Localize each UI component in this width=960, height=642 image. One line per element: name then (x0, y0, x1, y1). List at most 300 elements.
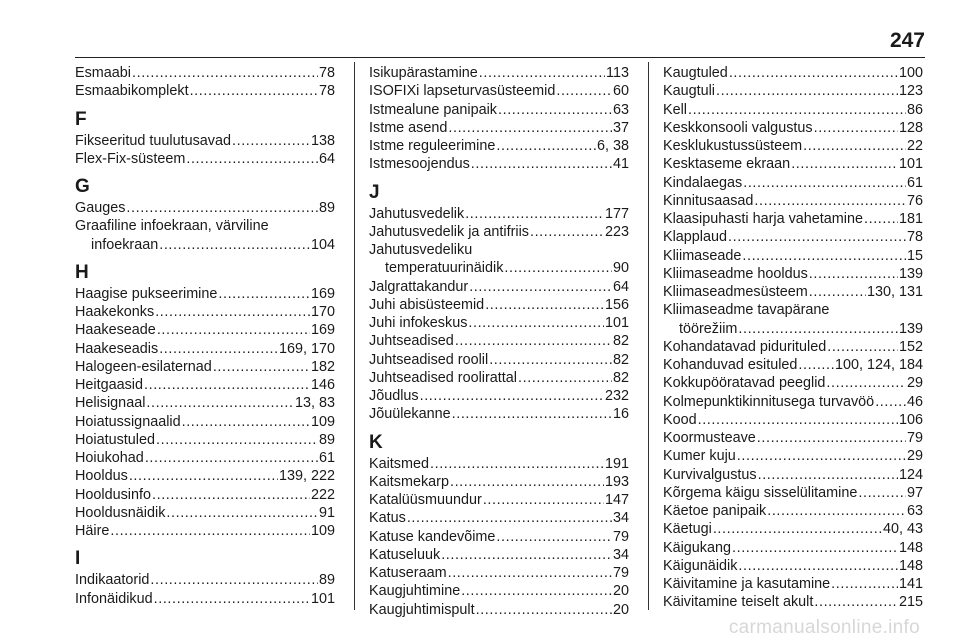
index-entry (369, 528, 629, 546)
index-term: Klapplaud (663, 229, 728, 246)
index-entry (663, 155, 923, 173)
index-term: Graafiline infoekraan, värviline (75, 218, 269, 235)
index-page-ref: 16 (612, 406, 629, 423)
dot-leader (489, 351, 612, 369)
index-letter-heading: I (75, 548, 81, 570)
index-term: Kaugtuled (663, 65, 728, 81)
index-term: töörežiim (679, 320, 738, 337)
index-page-ref: 182 (310, 358, 335, 375)
index-entry (75, 64, 335, 82)
index-term: Juhtseadised roolirattal (369, 369, 517, 386)
index-entry (369, 64, 629, 82)
index-term: Kliimaseadme tavapärane (663, 302, 830, 319)
index-page-ref: 169, 170 (278, 340, 335, 357)
index-term: Kood (663, 411, 697, 428)
index-entry (75, 394, 335, 412)
index-term: Katalüüsmuundur (369, 492, 482, 508)
index-column-1 (75, 64, 335, 608)
dot-leader (556, 82, 612, 100)
index-entry (369, 82, 629, 100)
index-page-ref: 97 (906, 484, 923, 501)
index-term: Hoiatustuled (75, 431, 155, 448)
index-entry (663, 301, 923, 319)
index-entry (369, 491, 629, 509)
index-term: Kohanduvad esituled (663, 357, 798, 373)
index-page-ref: 20 (612, 601, 629, 618)
index-term: Halogeen-esilaternad (75, 358, 212, 375)
dot-leader (728, 228, 906, 246)
index-term: Katuseluuk (369, 546, 441, 563)
index-page-ref: 46 (906, 393, 923, 410)
index-page-ref: 124 (898, 466, 923, 483)
index-page-ref: 123 (898, 83, 923, 100)
index-page-ref: 104 (310, 236, 335, 253)
index-page-ref: 130, 131 (866, 284, 923, 300)
index-letter-heading: F (75, 108, 87, 130)
index-term: Juhtseadised roolil (369, 351, 489, 368)
watermark: carmanualsonline.info (728, 617, 920, 638)
index-term: Hooldusinfo (75, 486, 152, 503)
index-entry (75, 449, 335, 467)
dot-leader (732, 539, 898, 557)
index-page-ref: 169 (310, 285, 335, 302)
index-term: Käetugi (663, 521, 712, 538)
dot-leader (232, 132, 310, 150)
index-term: Indikaatorid (75, 572, 150, 589)
index-entry (663, 466, 923, 484)
dot-leader (803, 137, 906, 155)
dot-leader (757, 429, 906, 447)
dot-leader (448, 119, 612, 137)
index-term: Kell (663, 101, 687, 118)
index-page-ref: 101 (604, 315, 629, 331)
index-entry (75, 82, 335, 100)
index-page-ref: 232 (604, 388, 629, 404)
index-entry (75, 571, 335, 589)
dot-leader (827, 338, 898, 356)
dot-leader (798, 356, 834, 374)
index-page-ref: 34 (612, 510, 629, 527)
index-entry (663, 210, 923, 228)
index-term: Jahutusvedelik ja antifriis (369, 223, 529, 240)
index-page-ref: 22 (906, 138, 923, 154)
dot-leader (791, 155, 898, 173)
index-entry (369, 296, 629, 314)
index-entry (369, 369, 629, 387)
index-page-ref: 82 (612, 351, 629, 368)
index-entry (75, 303, 335, 321)
dot-leader (471, 155, 612, 173)
index-page-ref: 139 (898, 265, 923, 282)
index-term: Istmesoojendus (369, 156, 470, 173)
index-entry (75, 236, 335, 254)
index-term: Kõrgema käigu sisselülitamine (663, 484, 858, 501)
index-page-ref: 100 (898, 65, 923, 81)
index-entry (663, 247, 923, 265)
index-entry (663, 338, 923, 356)
dot-leader (831, 575, 898, 593)
index-term: Katuseraam (369, 565, 447, 581)
dot-leader (156, 431, 318, 449)
dot-leader (716, 82, 898, 100)
index-letter-heading: G (75, 176, 90, 197)
index-entry (75, 132, 335, 150)
index-term: Kesktaseme ekraan (663, 156, 791, 173)
column-divider (354, 62, 355, 610)
index-page-ref: 191 (604, 455, 629, 472)
dot-leader (157, 321, 310, 339)
dot-leader (144, 376, 310, 394)
index-entry (663, 575, 923, 593)
index-term: Haakeseade (75, 322, 156, 339)
index-entry (75, 150, 335, 168)
index-entry (75, 340, 335, 358)
index-term: Katus (369, 510, 406, 527)
dot-leader (496, 137, 596, 155)
index-term: Kaitsmekarp (369, 473, 449, 490)
index-entry (75, 486, 335, 504)
index-term: Käivitamine teiselt akult (663, 594, 814, 611)
header-rule (75, 57, 925, 58)
column-divider (648, 62, 649, 610)
index-entry (75, 321, 335, 339)
index-term: Keskkonsooli valgustus (663, 119, 813, 136)
dot-leader (218, 285, 310, 303)
dot-leader (441, 546, 612, 564)
dot-leader (479, 64, 605, 82)
index-term: Juhtseadised (369, 333, 454, 350)
index-entry (663, 283, 923, 301)
index-page-ref: 37 (612, 119, 629, 136)
index-page-ref: 215 (898, 594, 923, 611)
index-term: Esmaabi (75, 65, 131, 81)
dot-leader (150, 571, 318, 589)
dot-leader (754, 192, 906, 210)
dot-leader (738, 557, 898, 575)
dot-leader (518, 369, 612, 387)
index-page-ref: 61 (318, 450, 335, 466)
index-letter-heading: H (75, 261, 89, 283)
dot-leader (182, 413, 310, 431)
index-entry (369, 223, 629, 241)
index-letter-heading: K (369, 431, 383, 453)
index-entry (369, 473, 629, 491)
index-entry (663, 228, 923, 246)
index-term: Hoiatussignaalid (75, 413, 181, 430)
dot-leader (186, 150, 318, 168)
index-page-ref: 79 (612, 565, 629, 581)
index-entry (663, 520, 923, 538)
index-entry (663, 393, 923, 411)
index-term: Käigukang (663, 539, 732, 556)
index-page-ref: 78 (318, 65, 335, 81)
index-term: Gauges (75, 200, 126, 216)
index-term: Koormusteave (663, 430, 756, 446)
index-page-ref: 101 (310, 590, 335, 607)
index-page-ref: 20 (612, 583, 629, 600)
dot-leader (698, 411, 898, 429)
dot-leader (814, 593, 898, 611)
index-page-ref: 29 (906, 375, 923, 392)
index-page-ref: 76 (906, 192, 923, 209)
index-term: Käetoe panipaik (663, 503, 767, 519)
index-page-ref: 89 (318, 200, 335, 216)
index-term: Kaugjuhtimine (369, 583, 461, 600)
dot-leader (461, 582, 612, 600)
index-entry (75, 199, 335, 217)
index-term: Juhi abisüsteemid (369, 296, 485, 313)
dot-leader (742, 247, 906, 265)
index-page-ref: 113 (606, 65, 629, 81)
dot-leader (496, 528, 612, 546)
index-page-ref: 169 (310, 322, 335, 339)
dot-leader (738, 320, 898, 338)
index-page-ref: 60 (612, 83, 629, 100)
index-entry (663, 192, 923, 210)
index-page-ref: 79 (612, 528, 629, 545)
dot-leader (875, 393, 906, 411)
index-term: Kliimaseadmesüsteem (663, 284, 808, 300)
index-entry (75, 285, 335, 303)
index-entry (369, 205, 629, 223)
index-term: Hoiukohad (75, 450, 144, 466)
index-entry (75, 358, 335, 376)
index-term: Jahutusvedelik (369, 205, 465, 222)
index-term: infoekraan (91, 236, 159, 253)
index-term: Haakekonks (75, 304, 155, 320)
dot-leader (155, 303, 310, 321)
dot-leader (767, 502, 906, 520)
index-entry (663, 374, 923, 392)
dot-leader (737, 447, 906, 465)
index-page-ref: 78 (906, 229, 923, 246)
index-page-ref: 148 (898, 539, 923, 556)
dot-leader (145, 449, 318, 467)
index-page-ref: 100, 124, 184 (834, 357, 923, 373)
dot-leader (213, 358, 310, 376)
index-entry (663, 593, 923, 611)
dot-leader (132, 64, 318, 82)
dot-leader (146, 394, 294, 412)
index-term: Katuse kandevõime (369, 528, 496, 545)
index-page-ref: 141 (898, 576, 923, 592)
dot-leader (129, 467, 278, 485)
index-letter-heading: J (369, 181, 380, 203)
index-entry (369, 101, 629, 119)
dot-leader (159, 236, 310, 254)
index-term: Istme reguleerimine (369, 138, 496, 154)
index-term: ISOFIXi lapseturvasüsteemid (369, 83, 556, 100)
index-entry (75, 413, 335, 431)
index-term: Hooldusnäidik (75, 504, 166, 521)
index-term: Kolmepunktikinnitusega turvavöö (663, 393, 875, 410)
index-term: Juhi infokeskus (369, 315, 468, 331)
index-page-ref: 170 (310, 304, 335, 320)
dot-leader (190, 82, 318, 100)
index-entry (75, 217, 335, 235)
page-number: 247 (889, 29, 925, 52)
index-page-ref: 89 (318, 572, 335, 589)
index-entry (369, 278, 629, 296)
dot-leader (152, 486, 310, 504)
index-term: Kliimaseade (663, 247, 742, 264)
index-entry (369, 351, 629, 369)
dot-leader (504, 259, 612, 277)
dot-leader (420, 387, 604, 405)
index-term: Kliimaseadme hooldus (663, 265, 808, 282)
index-term: Haagise pukseerimine (75, 285, 218, 302)
index-term: Isikupärastamine (369, 65, 478, 81)
index-entry (663, 502, 923, 520)
index-entry (369, 564, 629, 582)
index-entry (369, 155, 629, 173)
index-page-ref: 128 (898, 119, 923, 136)
index-term: Kindalaegas (663, 174, 743, 191)
index-entry (663, 119, 923, 137)
dot-leader (858, 484, 906, 502)
index-entry (663, 82, 923, 100)
dot-leader (530, 223, 604, 241)
dot-leader (430, 455, 604, 473)
index-entry (663, 484, 923, 502)
index-entry (75, 590, 335, 608)
dot-leader (407, 509, 612, 527)
index-page-ref: 156 (604, 296, 629, 313)
index-page-ref: 86 (906, 101, 923, 118)
index-page-ref: 78 (318, 83, 335, 100)
index-page-ref: 64 (318, 150, 335, 167)
index-term: Käivitamine ja kasutamine (663, 576, 831, 592)
dot-leader (758, 466, 898, 484)
index-entry (369, 601, 629, 619)
index-entry (663, 320, 923, 338)
index-entry (663, 174, 923, 192)
index-page-ref: 147 (604, 492, 629, 508)
index-entry (663, 557, 923, 575)
index-page-ref: 181 (898, 211, 923, 227)
index-term: Käigunäidik (663, 557, 738, 574)
dot-leader (498, 101, 612, 119)
index-page-ref: 177 (604, 205, 629, 222)
index-entry (75, 504, 335, 522)
index-page-ref: 148 (898, 557, 923, 574)
index-page-ref: 138 (310, 132, 335, 149)
index-term: Istme asend (369, 119, 448, 136)
index-page-ref: 82 (612, 333, 629, 350)
index-term: Kokkupööratavad peeglid (663, 375, 826, 392)
index-page-ref: 15 (906, 247, 923, 264)
index-term: Jahutusvedeliku (369, 242, 473, 258)
dot-leader (469, 278, 612, 296)
index-entry (75, 522, 335, 540)
dot-leader (154, 590, 310, 608)
index-entry (663, 101, 923, 119)
index-term: Kaugtuli (663, 83, 716, 100)
index-entry (663, 64, 923, 82)
dot-leader (452, 405, 612, 423)
dot-leader (465, 205, 604, 223)
index-column-2 (369, 64, 629, 619)
index-entry (663, 447, 923, 465)
dot-leader (166, 504, 318, 522)
index-page-ref: 139, 222 (278, 468, 335, 485)
index-entry (369, 582, 629, 600)
index-page-ref: 89 (318, 431, 335, 448)
index-page-ref: 91 (318, 504, 335, 521)
index-page-ref: 222 (310, 486, 335, 503)
index-term: Kinnitusaasad (663, 192, 754, 209)
index-term: Kaugjuhtimispult (369, 601, 475, 618)
index-term: Klaasipuhasti harja vahetamine (663, 211, 863, 227)
dot-leader (864, 210, 898, 228)
index-page-ref: 79 (906, 430, 923, 446)
index-term: Jõudlus (369, 388, 419, 404)
index-term: Heitgaasid (75, 377, 143, 393)
dot-leader (483, 491, 604, 509)
index-entry (369, 259, 629, 277)
index-page-ref: 29 (906, 448, 923, 465)
index-entry (369, 241, 629, 259)
index-page-ref: 82 (612, 369, 629, 386)
index-page-ref: 101 (898, 156, 923, 173)
index-term: Kurvivalgustus (663, 466, 757, 483)
index-page-ref: 13, 83 (294, 395, 335, 412)
index-page-ref: 41 (612, 156, 629, 173)
index-term: Jalgrattakandur (369, 278, 469, 295)
index-entry (663, 137, 923, 155)
index-page-ref: 109 (310, 413, 335, 430)
dot-leader (126, 199, 318, 217)
dot-leader (729, 64, 898, 82)
dot-leader (110, 522, 310, 540)
dot-leader (455, 332, 612, 350)
dot-leader (826, 374, 906, 392)
index-term: Haakeseadis (75, 340, 159, 357)
dot-leader (476, 601, 612, 619)
dot-leader (713, 520, 882, 538)
index-page-ref: 64 (612, 278, 629, 295)
index-column-3 (663, 64, 923, 612)
index-term: Infonäidikud (75, 590, 153, 607)
index-entry (369, 119, 629, 137)
index-page-ref: 6, 38 (596, 138, 629, 154)
index-entry (369, 455, 629, 473)
index-entry (663, 429, 923, 447)
index-page-ref: 152 (898, 338, 923, 355)
index-term: Hooldus (75, 468, 128, 485)
index-entry (75, 467, 335, 485)
index-term: Esmaabikomplekt (75, 83, 189, 100)
index-entry (369, 405, 629, 423)
index-page-ref: 63 (906, 503, 923, 519)
index-page-ref: 193 (604, 473, 629, 490)
index-page-ref: 90 (612, 260, 629, 277)
index-entry (663, 411, 923, 429)
index-entry (369, 314, 629, 332)
index-entry (663, 539, 923, 557)
index-term: Kaitsmed (369, 455, 429, 472)
index-entry (369, 546, 629, 564)
index-term: temperatuurinäidik (385, 260, 504, 277)
index-entry (369, 137, 629, 155)
index-term: Fikseeritud tuulutusavad (75, 132, 231, 149)
dot-leader (743, 174, 906, 192)
dot-leader (814, 119, 898, 137)
index-page-ref: 106 (898, 411, 923, 428)
dot-leader (485, 296, 604, 314)
index-page-ref: 40, 43 (882, 521, 923, 538)
index-entry (369, 332, 629, 350)
